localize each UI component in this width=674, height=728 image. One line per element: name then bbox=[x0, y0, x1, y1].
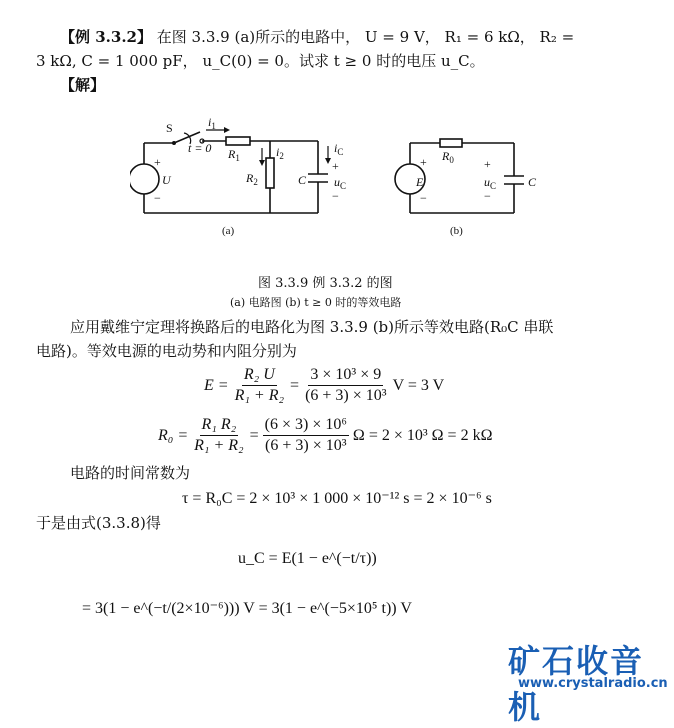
label-i1: i bbox=[208, 115, 212, 129]
eq-r0-frac-2-den: (6 + 3) × 10³ bbox=[265, 437, 347, 454]
figure-caption: 图 3.3.9 例 3.3.2 的图 bbox=[258, 276, 393, 291]
resistor-r2 bbox=[266, 158, 274, 188]
svg-text:uC: $u_C$ bbox=[484, 175, 497, 191]
eq-e-frac-1 bbox=[233, 366, 286, 405]
label-ic: i bbox=[334, 141, 338, 155]
problem-line-1 bbox=[60, 28, 574, 46]
eq-r0-frac-2-num: (6 × 3) × 10⁶ bbox=[263, 416, 349, 436]
label-fig-b: (b) bbox=[450, 225, 463, 237]
eq-e-frac-2-den: (6 + 3) × 10³ bbox=[305, 387, 387, 404]
label-t0: t = 0 bbox=[188, 141, 212, 155]
svg-text:−: − bbox=[154, 191, 161, 205]
svg-text:−: − bbox=[332, 189, 339, 203]
eq-e-frac-1-num: R₂ U bbox=[242, 366, 277, 386]
svg-text:iC: $i_C$ bbox=[334, 141, 344, 157]
example-tag: 【例 3.3.2】 bbox=[60, 28, 152, 46]
svg-text:−: − bbox=[484, 189, 491, 203]
problem-text-1: 在图 3.3.9 (a)所示的电路中， U = 9 V， R₁ = 6 kΩ， R₂ = bbox=[156, 28, 575, 46]
equation-r0 bbox=[158, 416, 492, 455]
arrow-i2 bbox=[259, 160, 265, 166]
label-switch: S bbox=[166, 121, 173, 135]
svg-text:i2: $i_2$ bbox=[276, 145, 284, 161]
arrow-ic bbox=[325, 158, 331, 164]
svg-text:+: + bbox=[332, 159, 339, 173]
figure-subcaption: (a) 电路图 (b) t ≥ 0 时的等效电路 bbox=[230, 296, 402, 309]
resistor-r1 bbox=[226, 137, 250, 145]
label-r0: R bbox=[442, 149, 450, 163]
arrow-i1 bbox=[224, 127, 230, 133]
label-c-a: C bbox=[298, 173, 307, 187]
svg-text:+: + bbox=[154, 155, 161, 169]
eq-r0-frac-2 bbox=[263, 416, 349, 455]
eq-e-lhs: E = bbox=[204, 376, 229, 394]
svg-text:−: − bbox=[420, 191, 427, 205]
eq-e-frac-1-den: R₁ + R₂ bbox=[234, 387, 285, 404]
label-fig-a: (a) bbox=[222, 225, 235, 237]
label-uc-b: u bbox=[484, 175, 490, 189]
equation-uc-general: u_C = E(1 − e^(−t/τ)) bbox=[238, 550, 377, 567]
watermark-url: www.crystalradio.cn bbox=[518, 676, 668, 691]
svg-text:+: + bbox=[420, 155, 427, 169]
eq-e-equals: = bbox=[290, 376, 300, 394]
eq-e-frac-2 bbox=[303, 366, 389, 405]
eq-r0-result: Ω = 2 × 10³ Ω = 2 kΩ bbox=[352, 426, 493, 444]
paragraph-1-line-1: 应用戴维宁定理将换路后的电路化为图 3.3.9 (b)所示等效电路(R₀C 串联 bbox=[70, 318, 554, 336]
circuit-figure bbox=[130, 108, 550, 248]
label-c-b: C bbox=[528, 175, 537, 189]
eq-e-frac-2-num: 3 × 10³ × 9 bbox=[308, 366, 383, 386]
problem-line-2: 3 kΩ, C = 1 000 pF， u_C(0) = 0。试求 t ≥ 0 时的电压 u_C。 bbox=[36, 52, 485, 70]
equation-uc-final: = 3(1 − e^(−t/(2×10⁻⁶))) V = 3(1 − e^(−5×10⁵ t)) V bbox=[82, 600, 412, 617]
svg-text:+: + bbox=[484, 157, 491, 171]
eq-r0-frac-1-den: R₁ + R₂ bbox=[194, 437, 244, 454]
label-u: U bbox=[162, 173, 171, 187]
formula-reference: 于是由式(3.3.8)得 bbox=[36, 514, 161, 532]
eq-e-result: V = 3 V bbox=[392, 376, 445, 394]
label-r1: R bbox=[228, 147, 236, 161]
equation-tau: τ = R₀C = 2 × 10³ × 1 000 × 10⁻¹² s = 2 × 10⁻⁶ s bbox=[182, 490, 492, 507]
label-uc-a: u bbox=[334, 175, 340, 189]
label-i2: i bbox=[276, 145, 280, 159]
watermark-brand: 矿石收音机 bbox=[508, 642, 645, 726]
time-constant-label: 电路的时间常数为 bbox=[70, 464, 191, 482]
svg-text:R2: $R_2$ bbox=[246, 171, 258, 187]
svg-text:R1: $R_1$ bbox=[228, 147, 240, 163]
label-r2: R bbox=[246, 171, 254, 185]
eq-r0-frac-1-num: R₁ R₂ bbox=[200, 416, 239, 436]
switch-pivot bbox=[172, 141, 176, 145]
label-e: E bbox=[416, 175, 424, 189]
solution-tag: 【解】 bbox=[60, 76, 106, 94]
eq-r0-frac-1 bbox=[192, 416, 245, 455]
svg-text:i1: $i_1$ bbox=[208, 115, 216, 131]
eq-r0-equals: = bbox=[249, 426, 259, 444]
svg-text:R0: $R_0$ bbox=[442, 149, 454, 165]
equation-e bbox=[204, 366, 444, 405]
paragraph-1-line-2: 电路)。等效电源的电动势和内阻分别为 bbox=[36, 342, 297, 360]
resistor-r0 bbox=[440, 139, 462, 147]
eq-r0-lhs: R₀ = bbox=[158, 426, 189, 444]
svg-text:uC: $u_C$ bbox=[334, 175, 347, 191]
